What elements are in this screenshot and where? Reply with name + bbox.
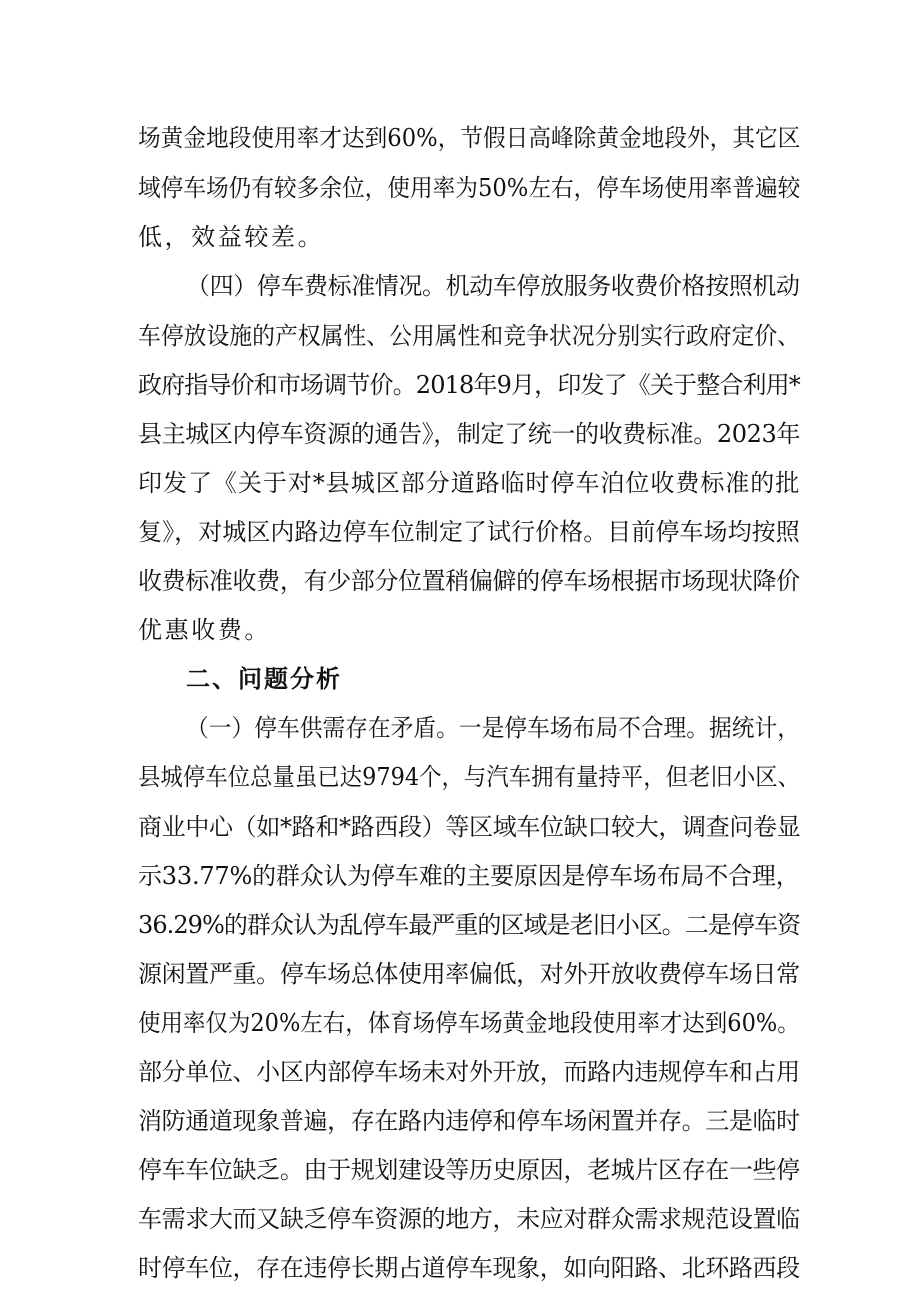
paragraph-line: 商业中心（如*路和*路西段）等区域车位缺口较大，调查问卷显 (138, 813, 801, 841)
paragraph-line: 使用率仅为20%左右，体育场停车场黄金地段使用率才达到60%。 (138, 1009, 800, 1037)
paragraph-line: 时停车位，存在违停长期占道停车现象，如向阳路、北环路西段 (138, 1254, 800, 1282)
section-heading: 二、问题分析 (186, 665, 342, 693)
paragraph-line: （一）停车供需存在矛盾。一是停车场布局不合理。据统计， (186, 714, 800, 742)
paragraph-line: 低，效益较差。 (138, 223, 325, 251)
paragraph-line: 县城停车位总量虽已达9794个，与汽车拥有量持平，但老旧小区、 (138, 763, 801, 791)
paragraph-line: 县主城区内停车资源的通告》，制定了统一的收费标准。2023年 (138, 420, 801, 448)
paragraph-line: （四）停车费标准情况。机动车停放服务收费价格按照机动 (186, 272, 800, 300)
paragraph-line: 政府指导价和市场调节价。2018年9月，印发了《关于整合利用* (138, 371, 800, 399)
paragraph-line: 停车车位缺乏。由于规划建设等历史原因，老城片区存在一些停 (138, 1156, 800, 1184)
paragraph-line: 36.29%的群众认为乱停车最严重的区域是老旧小区。二是停车资 (138, 911, 801, 939)
paragraph-line: 场黄金地段使用率才达到60%，节假日高峰除黄金地段外，其它区 (138, 124, 801, 152)
paragraph-line: 域停车场仍有较多余位，使用率为50%左右，停车场使用率普遍较 (138, 174, 801, 202)
paragraph-line: 部分单位、小区内部停车场未对外开放，而路内违规停车和占用 (138, 1058, 800, 1086)
paragraph-line: 车停放设施的产权属性、公用属性和竞争状况分别实行政府定价、 (138, 322, 800, 350)
paragraph-line: 收费标准收费，有少部分位置稍偏僻的停车场根据市场现状降价 (138, 567, 800, 595)
paragraph-line: 示33.77%的群众认为停车难的主要原因是停车场布局不合理， (138, 862, 800, 890)
paragraph-line: 消防通道现象普遍，存在路内违停和停车场闲置并存。三是临时 (138, 1107, 800, 1135)
paragraph-line: 车需求大而又缺乏停车资源的地方，未应对群众需求规范设置临 (138, 1205, 800, 1233)
paragraph-line: 优惠收费。 (138, 616, 271, 644)
paragraph-line: 印发了《关于对*县城区部分道路临时停车泊位收费标准的批 (138, 469, 801, 497)
paragraph-line: 源闲置严重。停车场总体使用率偏低，对外开放收费停车场日常 (138, 960, 800, 988)
paragraph-line: 复》，对城区内路边停车位制定了试行价格。目前停车场均按照 (138, 518, 800, 546)
